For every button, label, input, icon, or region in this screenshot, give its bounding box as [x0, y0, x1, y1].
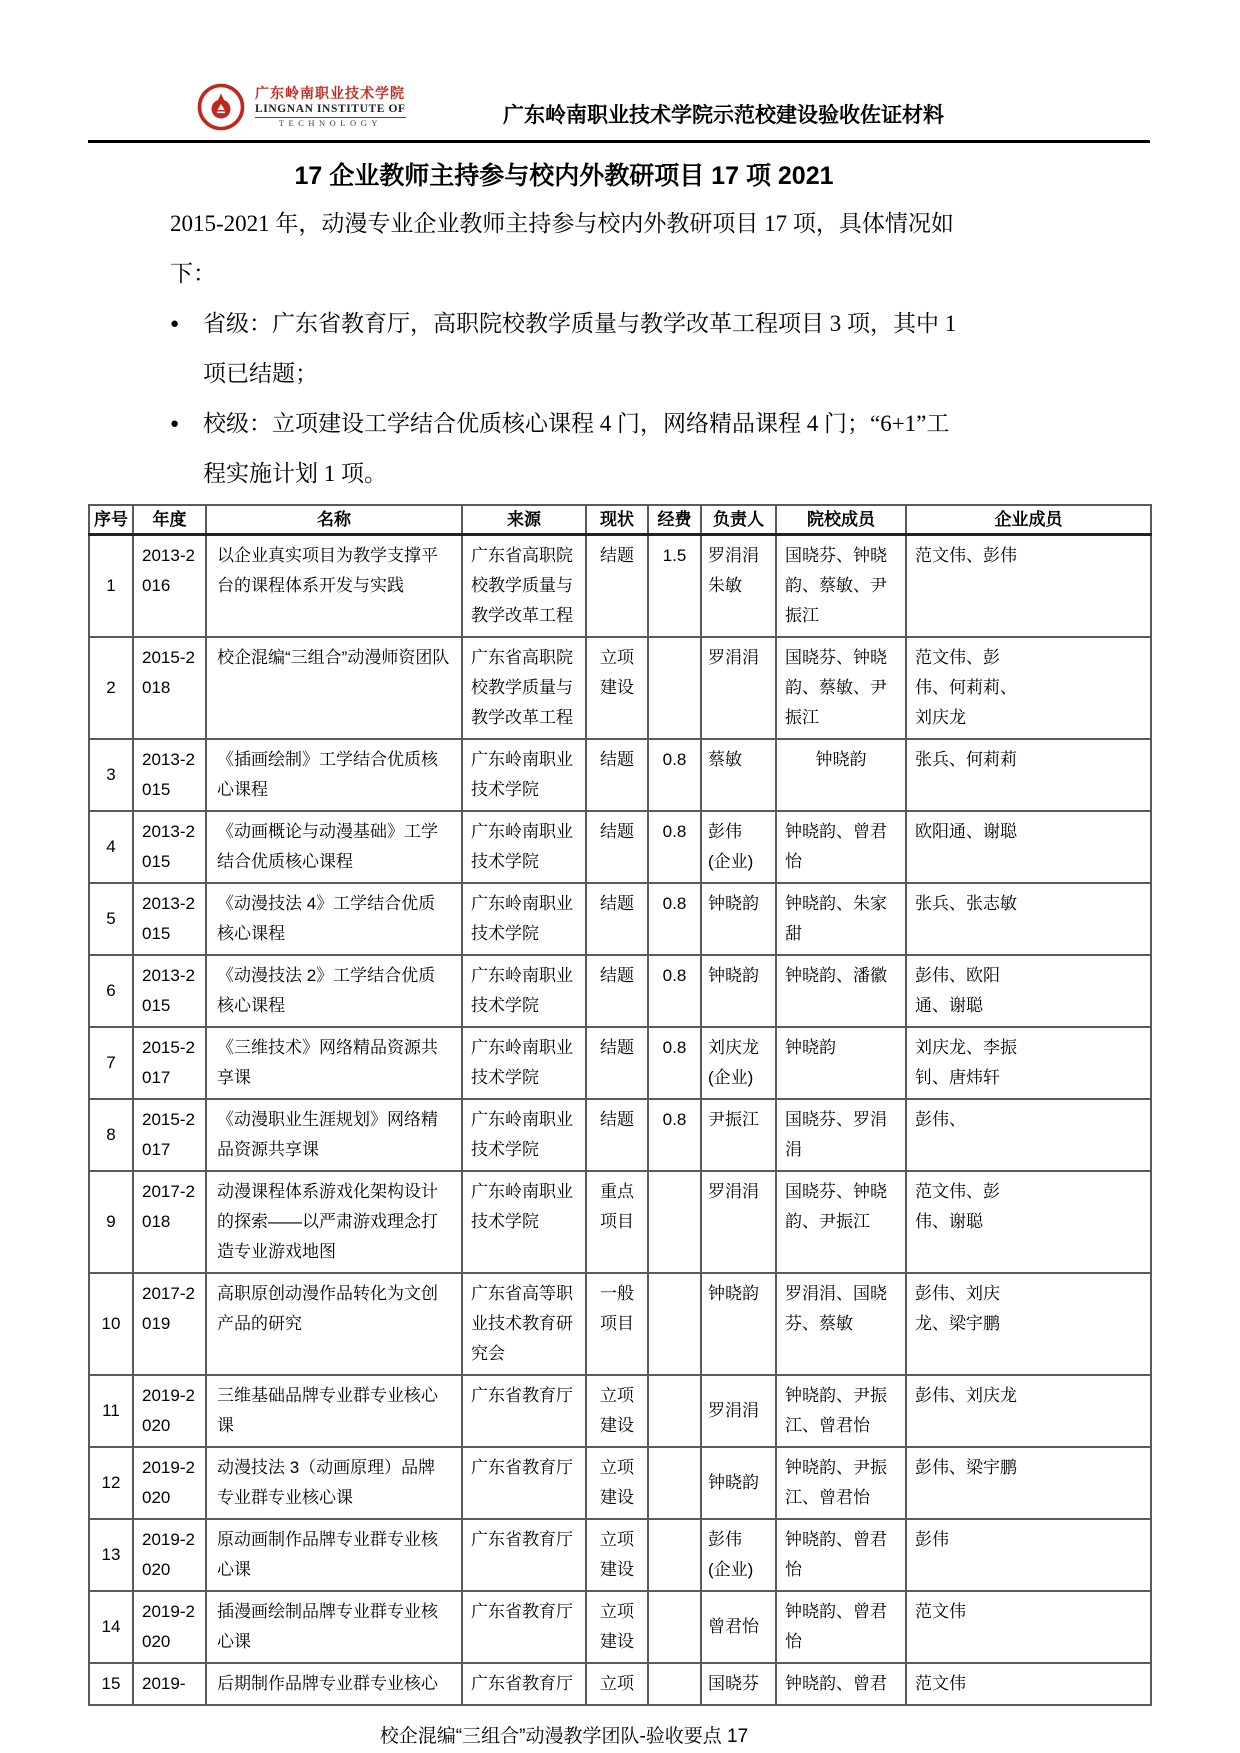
cell-name: 后期制作品牌专业群专业核心	[206, 1663, 462, 1705]
cell-budget	[648, 1447, 701, 1519]
cell-status: 结题	[586, 883, 648, 955]
cell-status: 一般项目	[586, 1273, 648, 1375]
bullet-marker-icon: ●	[170, 316, 180, 332]
table-row	[89, 1447, 1151, 1519]
page-footer: 校企混编“三组合”动漫教学团队-验收要点 17	[379, 1726, 749, 1747]
cell-status: 立项建设	[586, 1375, 648, 1447]
cell-enterprise-members: 范文伟	[906, 1591, 1151, 1663]
school-name-en: LINGNAN INSTITUTE OF	[255, 102, 406, 118]
cell-name: 《插画绘制》工学结合优质核心课程	[206, 739, 462, 811]
cell-budget	[648, 1591, 701, 1663]
cell-index: 2	[89, 637, 133, 739]
cell-leader: 钟晓韵	[701, 1447, 776, 1519]
cell-leader: 彭伟 (企业)	[701, 811, 776, 883]
cell-source: 广东岭南职业技术学院	[462, 883, 586, 955]
cell-index: 12	[89, 1447, 133, 1519]
cell-index: 10	[89, 1273, 133, 1375]
page-title: 17 企业教师主持参与校内外教研项目 17 项 2021	[294, 162, 834, 190]
cell-college-members: 钟晓韵	[776, 1027, 906, 1099]
school-name-cn: 广东岭南职业技术学院	[255, 85, 405, 101]
cell-enterprise-members: 张兵、何莉莉	[906, 739, 1151, 811]
cell-year: 2019-	[133, 1663, 206, 1705]
cell-college-members: 钟晓韵	[776, 739, 906, 811]
cell-college-members: 钟晓韵、曾君	[776, 1663, 906, 1705]
cell-status: 结题	[586, 535, 648, 638]
column-header-enterprise-members: 企业成员	[906, 505, 1151, 535]
cell-enterprise-members: 范文伟、彭伟、何莉莉、刘庆龙	[906, 637, 1151, 739]
cell-college-members: 钟晓韵、潘徽	[776, 955, 906, 1027]
cell-budget: 0.8	[648, 1027, 701, 1099]
cell-status: 结题	[586, 955, 648, 1027]
projects-table-body	[89, 535, 1151, 1706]
cell-enterprise-members: 彭伟、刘庆龙	[906, 1375, 1151, 1447]
cell-name: 高职原创动漫作品转化为文创产品的研究	[206, 1273, 462, 1375]
bullet-marker-icon: ●	[170, 416, 180, 432]
cell-source: 广东省教育厅	[462, 1519, 586, 1591]
cell-source: 广东省高职院校教学质量与教学改革工程	[462, 637, 586, 739]
column-header-source: 来源	[462, 505, 586, 535]
cell-college-members: 钟晓韵、尹振江、曾君怡	[776, 1447, 906, 1519]
cell-budget: 0.8	[648, 1099, 701, 1171]
cell-status: 立项建设	[586, 1519, 648, 1591]
table-row	[89, 1027, 1151, 1099]
cell-enterprise-members: 彭伟、刘庆龙、梁宇鹏	[906, 1273, 1151, 1375]
column-header-year: 年度	[133, 505, 206, 535]
cell-enterprise-members: 彭伟	[906, 1519, 1151, 1591]
cell-budget: 0.8	[648, 883, 701, 955]
cell-name: 动漫课程体系游戏化架构设计的探索——以严肃游戏理念打造专业游戏地图	[206, 1171, 462, 1273]
cell-college-members: 罗涓涓、国晓芬、蔡敏	[776, 1273, 906, 1375]
column-header-name: 名称	[206, 505, 462, 535]
cell-status: 立项	[586, 1663, 648, 1705]
cell-status: 立项建设	[586, 1591, 648, 1663]
bullet-item	[170, 299, 958, 399]
cell-source: 广东省高等职业技术教育研究会	[462, 1273, 586, 1375]
cell-index: 1	[89, 535, 133, 638]
cell-college-members: 钟晓韵、朱家甜	[776, 883, 906, 955]
cell-name: 动漫技法 3（动画原理）品牌专业群专业核心课	[206, 1447, 462, 1519]
cell-source: 广东省高职院校教学质量与教学改革工程	[462, 535, 586, 638]
cell-leader: 彭伟 (企业)	[701, 1519, 776, 1591]
cell-enterprise-members: 彭伟、	[906, 1099, 1151, 1171]
cell-source: 广东岭南职业技术学院	[462, 1099, 586, 1171]
projects-table	[88, 504, 1152, 1706]
cell-year: 2015-2018	[133, 637, 206, 739]
bullet-text: 省级：广东省教育厅，高职院校教学质量与教学改革工程项目 3 项，其中 1 项已结题；	[203, 311, 957, 386]
cell-budget	[648, 637, 701, 739]
cell-name: 《动漫职业生涯规划》网络精品资源共享课	[206, 1099, 462, 1171]
cell-budget	[648, 1273, 701, 1375]
cell-budget	[648, 1171, 701, 1273]
header-divider	[88, 140, 1150, 143]
cell-leader: 罗涓涓	[701, 1171, 776, 1273]
cell-leader: 罗涓涓 朱敏	[701, 535, 776, 638]
cell-year: 2013-2015	[133, 811, 206, 883]
bullet-item	[170, 399, 958, 499]
cell-year: 2013-2015	[133, 739, 206, 811]
bullet-text: 校级：立项建设工学结合优质核心课程 4 门，网络精品课程 4 门；“6+1”工程实施计划 1 项。	[203, 411, 950, 486]
cell-year: 2017-2019	[133, 1273, 206, 1375]
cell-budget	[648, 1519, 701, 1591]
cell-leader: 罗涓涓	[701, 1375, 776, 1447]
cell-budget: 1.5	[648, 535, 701, 638]
table-row	[89, 535, 1151, 638]
school-logo-text	[255, 85, 406, 129]
table-row	[89, 1663, 1151, 1705]
cell-name: 插漫画绘制品牌专业群专业核心课	[206, 1591, 462, 1663]
cell-year: 2015-2017	[133, 1099, 206, 1171]
school-logo	[196, 82, 406, 132]
cell-index: 15	[89, 1663, 133, 1705]
cell-budget	[648, 1663, 701, 1705]
document-label: 广东岭南职业技术学院示范校建设验收佐证材料	[503, 104, 944, 127]
cell-name: 三维基础品牌专业群专业核心课	[206, 1375, 462, 1447]
cell-year: 2019-2020	[133, 1591, 206, 1663]
table-row	[89, 1591, 1151, 1663]
cell-source: 广东省教育厅	[462, 1591, 586, 1663]
table-row	[89, 739, 1151, 811]
column-header-budget: 经费	[648, 505, 701, 535]
cell-enterprise-members: 范文伟	[906, 1663, 1151, 1705]
cell-year: 2017-2018	[133, 1171, 206, 1273]
bullet-list	[170, 299, 958, 499]
cell-year: 2013-2015	[133, 955, 206, 1027]
table-row	[89, 1099, 1151, 1171]
cell-budget: 0.8	[648, 739, 701, 811]
cell-year: 2019-2020	[133, 1519, 206, 1591]
column-header-index: 序号	[89, 505, 133, 535]
cell-leader: 曾君怡	[701, 1591, 776, 1663]
cell-status: 结题	[586, 811, 648, 883]
cell-budget: 0.8	[648, 811, 701, 883]
cell-name: 《动画概论与动漫基础》工学结合优质核心课程	[206, 811, 462, 883]
cell-college-members: 钟晓韵、曾君怡	[776, 1519, 906, 1591]
cell-status: 结题	[586, 739, 648, 811]
cell-college-members: 国晓芬、钟晓韵、蔡敏、尹振江	[776, 535, 906, 638]
table-row	[89, 955, 1151, 1027]
cell-name: 原动画制作品牌专业群专业核心课	[206, 1519, 462, 1591]
cell-index: 4	[89, 811, 133, 883]
cell-index: 13	[89, 1519, 133, 1591]
cell-index: 7	[89, 1027, 133, 1099]
table-row	[89, 1375, 1151, 1447]
cell-index: 11	[89, 1375, 133, 1447]
page-header	[88, 82, 1150, 138]
school-name-en-2: TECHNOLOGY	[278, 118, 382, 128]
cell-name: 《三维技术》网络精品资源共享课	[206, 1027, 462, 1099]
cell-status: 结题	[586, 1099, 648, 1171]
cell-status: 重点项目	[586, 1171, 648, 1273]
cell-status: 立项建设	[586, 1447, 648, 1519]
cell-enterprise-members: 范文伟、彭伟、谢聪	[906, 1171, 1151, 1273]
cell-enterprise-members: 彭伟、欧阳通、谢聪	[906, 955, 1151, 1027]
table-row	[89, 1171, 1151, 1273]
column-header-status: 现状	[586, 505, 648, 535]
cell-year: 2013-2015	[133, 883, 206, 955]
intro-paragraph: 2015-2021 年，动漫专业企业教师主持参与校内外教研项目 17 项，具体情况如下：	[170, 211, 954, 286]
cell-college-members: 钟晓韵、曾君怡	[776, 1591, 906, 1663]
cell-leader: 钟晓韵	[701, 955, 776, 1027]
cell-year: 2013-2016	[133, 535, 206, 638]
cell-enterprise-members: 刘庆龙、李振钊、唐炜轩	[906, 1027, 1151, 1099]
cell-enterprise-members: 范文伟、彭伟	[906, 535, 1151, 638]
cell-enterprise-members: 欧阳通、谢聪	[906, 811, 1151, 883]
cell-leader: 钟晓韵	[701, 1273, 776, 1375]
cell-college-members: 国晓芬、钟晓韵、尹振江	[776, 1171, 906, 1273]
cell-year: 2019-2020	[133, 1375, 206, 1447]
cell-source: 广东省教育厅	[462, 1447, 586, 1519]
cell-name: 《动漫技法 4》工学结合优质核心课程	[206, 883, 462, 955]
cell-leader: 钟晓韵	[701, 883, 776, 955]
cell-budget	[648, 1375, 701, 1447]
cell-college-members: 国晓芬、罗涓涓	[776, 1099, 906, 1171]
cell-enterprise-members: 张兵、张志敏	[906, 883, 1151, 955]
cell-leader: 蔡敏	[701, 739, 776, 811]
cell-leader: 国晓芬	[701, 1663, 776, 1705]
cell-source: 广东岭南职业技术学院	[462, 1171, 586, 1273]
cell-college-members: 国晓芬、钟晓韵、蔡敏、尹振江	[776, 637, 906, 739]
cell-index: 9	[89, 1171, 133, 1273]
cell-year: 2019-2020	[133, 1447, 206, 1519]
cell-year: 2015-2017	[133, 1027, 206, 1099]
table-header-row	[89, 505, 1151, 535]
table-row	[89, 883, 1151, 955]
cell-name: 校企混编“三组合”动漫师资团队	[206, 637, 462, 739]
school-seal-icon	[196, 82, 246, 132]
cell-name: 以企业真实项目为教学支撑平台的课程体系开发与实践	[206, 535, 462, 638]
cell-source: 广东省教育厅	[462, 1375, 586, 1447]
cell-index: 14	[89, 1591, 133, 1663]
table-row	[89, 1519, 1151, 1591]
cell-leader: 刘庆龙 (企业)	[701, 1027, 776, 1099]
table-row	[89, 637, 1151, 739]
column-header-leader: 负责人	[701, 505, 776, 535]
cell-name: 《动漫技法 2》工学结合优质核心课程	[206, 955, 462, 1027]
body-text-block	[170, 160, 958, 499]
cell-index: 5	[89, 883, 133, 955]
table-row	[89, 811, 1151, 883]
cell-college-members: 钟晓韵、尹振江、曾君怡	[776, 1375, 906, 1447]
cell-enterprise-members: 彭伟、梁宇鹏	[906, 1447, 1151, 1519]
cell-leader: 罗涓涓	[701, 637, 776, 739]
cell-status: 结题	[586, 1027, 648, 1099]
cell-index: 8	[89, 1099, 133, 1171]
cell-college-members: 钟晓韵、曾君怡	[776, 811, 906, 883]
cell-source: 广东岭南职业技术学院	[462, 811, 586, 883]
cell-source: 广东岭南职业技术学院	[462, 955, 586, 1027]
cell-source: 广东岭南职业技术学院	[462, 739, 586, 811]
cell-index: 3	[89, 739, 133, 811]
cell-source: 广东岭南职业技术学院	[462, 1027, 586, 1099]
cell-budget: 0.8	[648, 955, 701, 1027]
document-page	[88, 0, 1150, 1748]
cell-source: 广东省教育厅	[462, 1663, 586, 1705]
cell-leader: 尹振江	[701, 1099, 776, 1171]
cell-index: 6	[89, 955, 133, 1027]
table-row	[89, 1273, 1151, 1375]
column-header-college-members: 院校成员	[776, 505, 906, 535]
cell-status: 立项建设	[586, 637, 648, 739]
